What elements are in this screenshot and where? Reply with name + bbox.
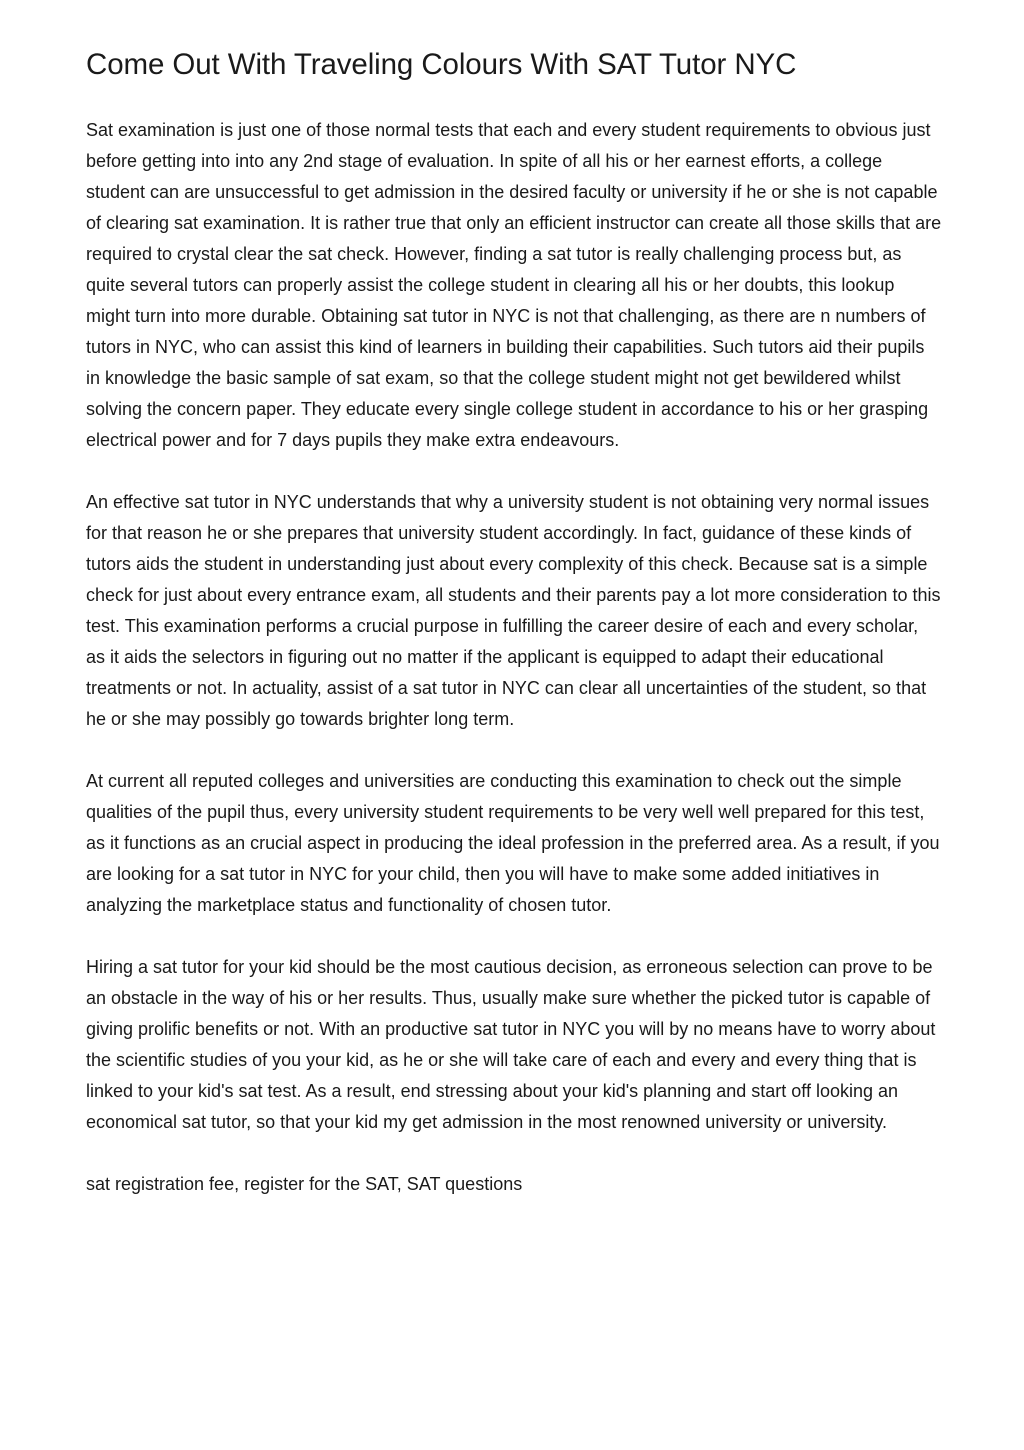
paragraph-3: At current all reputed colleges and universities are conducting this examination to check out the simple qualities of the pupil thus, every university student requirements to be very well well prepared for this test, as it functions as an crucial aspect in producing the ideal profession in the preferred area. As a result, if you are looking for a sat tutor in NYC for your child, then you will have to make some added initiatives in analyzing the marketplace status and functionality of chosen tutor. <box>86 771 940 915</box>
tags-line: sat registration fee, register for the SAT, SAT questions <box>86 1174 523 1194</box>
paragraph-4: Hiring a sat tutor for your kid should be the most cautious decision, as erroneous selection can prove to be an obstacle in the way of his or her results. Thus, usually make sure whether the picked tutor is capable of giving prolific benefits or not. With an productive sat tutor in NYC you will by no means have to worry about the scientific studies of you your kid, as he or she will take care of each and every and every thing that is linked to your kid's sat test. As a result, end stressing about your kid's planning and start off looking an economical sat tutor, so that your kid my get admission in the most renowned university or university. <box>86 957 936 1132</box>
paragraph-2: An effective sat tutor in NYC understands that why a university student is not obtaining very normal issues for that reason he or she prepares that university student accordingly. In fact, guidance of these kinds of tutors aids the student in understanding just about every complexity of this check. Because sat is a simple check for just about every entrance exam, all students and their parents pay a lot more consideration to this test. This examination performs a crucial purpose in fulfilling the career desire of each and every scholar, as it aids the selectors in figuring out no matter if the applicant is equipped to adapt their educational treatments or not. In actuality, assist of a sat tutor in NYC can clear all uncertainties of the student, so that he or she may possibly go towards brighter long term. <box>86 492 941 729</box>
paragraph-1: Sat examination is just one of those normal tests that each and every student requirements to obvious just before getting into into any 2nd stage of evaluation. In spite of all his or her earnest efforts, a college student can are unsuccessful to get admission in the desired faculty or university if he or she is not capable of clearing sat examination. It is rather true that only an efficient instructor can create all those skills that are required to crystal clear the sat check. However, finding a sat tutor is really challenging process but, as quite several tutors can properly assist the college student in clearing all his or her doubts, this lookup might turn into more durable. Obtaining sat tutor in NYC is not that challenging, as there are n numbers of tutors in NYC, who can assist this kind of learners in building their capabilities. Such tutors aid their pupils in knowledge the basic sample of sat exam, so that the college student might not get bewildered whilst solving the concern paper. They educate every single college student in accordance to his or her grasping electrical power and for 7 days pupils they make extra endeavours. <box>86 120 942 450</box>
document-title: Come Out With Traveling Colours With SAT Tutor NYC <box>86 48 797 81</box>
document-page <box>86 40 942 1200</box>
